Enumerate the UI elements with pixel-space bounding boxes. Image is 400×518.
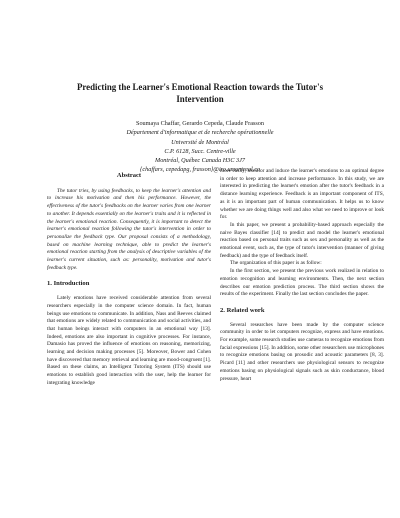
paper-title — [40, 82, 360, 105]
abstract-heading: Abstract — [116, 172, 142, 179]
section-heading-introduction: 1. Introduction — [47, 280, 90, 288]
intro-paragraph-2: In this paper, we present a probability-based approach especially the naive Bayes classifier [14] to predict and model the learner's emotional reaction based on personal traits such as sex and personality as well as the emotional event, such as, the type of tutor's intervention (manner of giving feedback) and the type of feedback itself. — [220, 221, 384, 259]
right-column — [220, 168, 384, 383]
related-work-paragraph-1: Several researches have been made by the computer science community in order to let computers recognize, express and have emotions. For example, some research studies use cameras to recognize emotions from facial expressions [15]. In addition, some other researchers use microphones to recognize emotions basing on prosodic and acoustic parameters [8, 3]. Picard [11] and other researchers use physiological sensors to recognize emotions basing on physiological signals such as skin conductance, blood pressure, heart — [220, 321, 384, 382]
author-names: Soumaya Chaffar, Gerardo Cepeda, Claude Frasson — [136, 120, 264, 127]
intro-paragraph-4: In the first section, we present the previous work realized in relation to emotion recognition and learning environments. Then, the next section describes our emotion prediction process. The third section shows the results of the experiment. Finally the last section concludes the paper. — [220, 268, 384, 298]
title-line-1: Predicting the Learner's Emotional Reaction towards the Tutor's — [76, 82, 324, 92]
title-line-2: Intervention — [176, 93, 224, 104]
affiliation-address: C.P. 6128, Succ. Centre-ville — [164, 147, 236, 155]
affiliation-department: Département d'informatique et de recherche opérationnelle — [126, 129, 274, 137]
author-emails: {chaffars, cepedapg, frasson}@iro.umontreal.ca — [139, 166, 261, 174]
intro-paragraph-1: Lately emotions have received considerable attention from several researchers especially in the computer science domain. In fact, human beings use emotions to communicate. In addition, Nass and Reeves claimed that emotions are widely related to communication and social activities, and that human beings interact with computers in an emotional way [13]. Indeed, emotions are also important in cognitive processes. For instance, Damasio has proved the influence of emotions on reasoning, memorizing, learning and decision making processes [5]. Moreover, Bower and Cohen have discovered that memory retrieval and learning are mood-congruent [1]. Based on these claims, an Intelligent Tutoring System (ITS) should use emotions to establish good interaction with the user, help the learner for integrating knowledge — [47, 295, 211, 386]
intro-paragraph-3: The organization of this paper is as follow: — [230, 260, 322, 267]
left-column — [47, 168, 211, 388]
intro-paragraph-1-continued: more easily, monitor and induce the learner's emotions to an optimal degree in order to keep attention and increase performance. In this study, we are interested in predicting the learner's emotion after the tutor's feedback in a distance learning experience. Feedback is an important component of ITS, as it is an important part of human communication. It helps us to know whether we are doing things well and also what we need to improve or look for. — [220, 168, 384, 221]
affiliation-university: Université de Montréal — [171, 138, 229, 146]
section-heading-related-work: 2. Related work — [220, 306, 265, 314]
author-block — [40, 119, 360, 175]
affiliation-city: Montréal, Québec Canada H3C 3J7 — [155, 157, 245, 165]
abstract-text: The tutor tries, by using feedbacks, to keep the learner's attention and to increase his motivation and then his performance. However, the effectiveness of the tutor's feedbacks on the learner varies from one learner to another. It depends essentially on the learner's traits and it is reflected in the learner's emotional reaction. Consequently, it is important to detect the learner's emotional reaction following the tutor's intervention in order to personalize the feedback type. Our proposal consists of a methodology, based on machine learning technique, able to predict the learner's emotional reaction starting from the analysis of descriptive variables of the learner's current situation, such as: personality, motivation and tutor's feedback type. — [47, 187, 211, 271]
